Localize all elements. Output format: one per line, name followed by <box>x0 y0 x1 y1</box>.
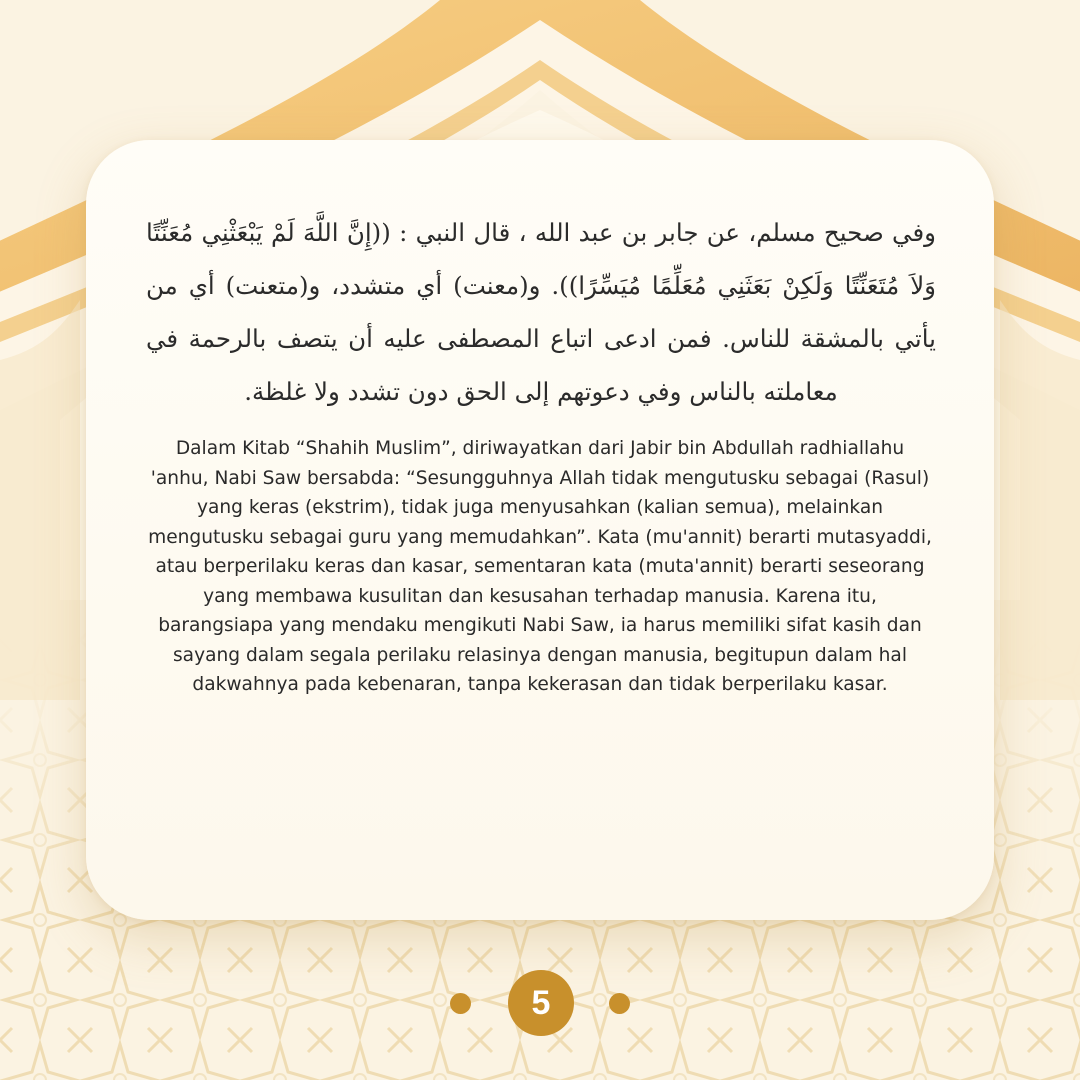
arabic-hadith-text: وفي صحيح مسلم، عن جابر بن عبد الله ، قال النبي : ((إِنَّ اللَّهَ لَمْ يَبْعَثْنِي مُعَنِّتًا وَلاَ مُتَعَنِّتًا وَلَكِنْ بَعَثَنِي مُعَلِّمًا مُيَسِّرًا)). و(معنت) أي متشدد، و(متعنت) أي من يأتي بالمشقة للناس. فمن ادعى اتباع المصطفى عليه أن يتصف بالرحمة في معاملته بالناس وفي دعوتهم إلى الحق دون تشدد ولا غلظة. <box>146 218 936 406</box>
indonesian-translation-text: Dalam Kitab “Shahih Muslim”, diriwayatkan dari Jabir bin Abdullah radhiallahu 'anhu, Nabi Saw bersabda: “Sesungguhnya Allah tidak mengutusku sebagai (Rasul) yang keras (ekstrim), tidak juga menyusahkan (kalian semua), melainkan mengutusku sebagai guru yang memudahkan”. Kata (mu'annit) berarti mutasyaddi, atau berperilaku keras dan kasar, sementaran kata (muta'annit) berarti seseorang yang membawa kusulitan dan kesusahan terhadap manusia. Karena itu, barangsiapa yang mendaku mengikuti Nabi Saw, ia harus memiliki sifat kasih dan sayang dalam segala perilaku relasinya dengan manusia, begitupun dalam hal dakwahnya pada kebenaran, tanpa kekerasan dan tidak berperilaku kasar. <box>148 438 932 695</box>
page-dot-left <box>450 993 471 1014</box>
page-indicator <box>0 970 1080 1036</box>
page-dot-right <box>609 993 630 1014</box>
page-number-badge: 5 <box>508 970 574 1036</box>
content-card <box>86 140 994 920</box>
